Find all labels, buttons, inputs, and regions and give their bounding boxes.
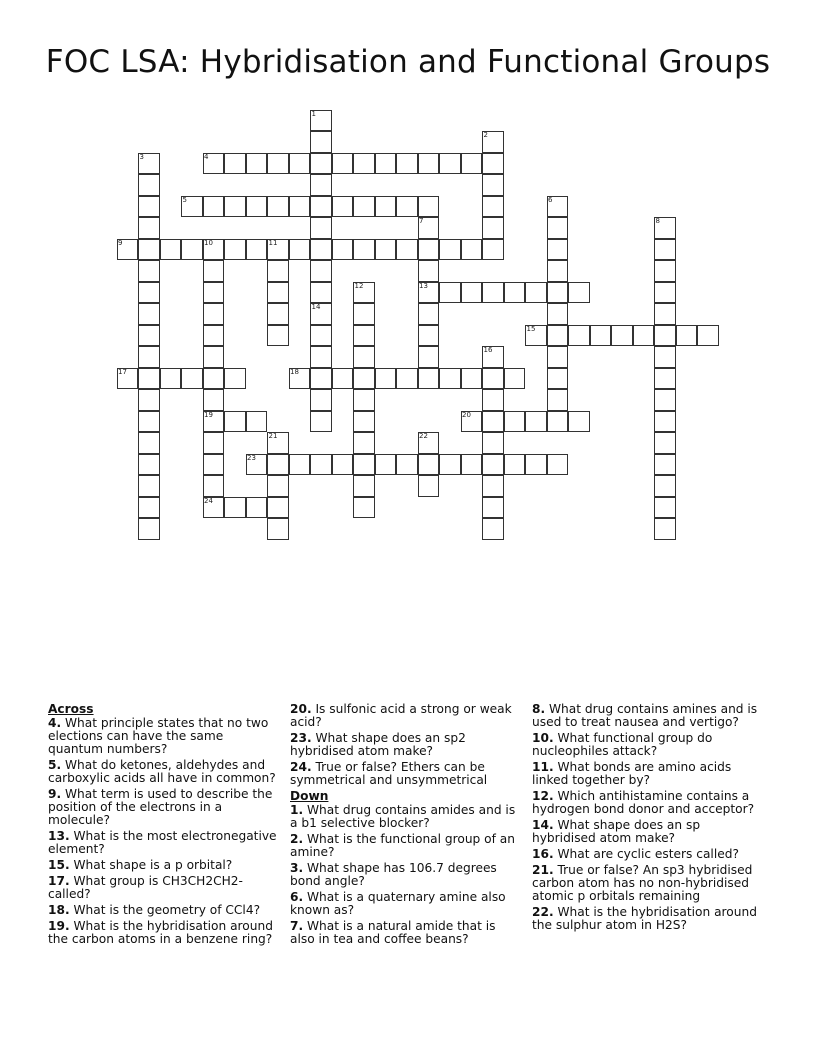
crossword-cell[interactable]: [418, 346, 440, 368]
crossword-cell[interactable]: [138, 239, 160, 261]
crossword-cell[interactable]: [547, 217, 569, 239]
clue-item: [48, 717, 280, 756]
crossword-cell[interactable]: [203, 346, 225, 368]
crossword-cell[interactable]: [203, 282, 225, 304]
crossword-cell[interactable]: [332, 454, 354, 476]
crossword-cell[interactable]: [138, 432, 160, 454]
clue-number: 8.: [532, 702, 546, 716]
clue-number: 4.: [48, 716, 62, 730]
crossword-cell[interactable]: [654, 518, 676, 540]
clue-text: What group is CH3CH2CH2- called?: [48, 874, 243, 901]
crossword-cell[interactable]: [138, 368, 160, 390]
crossword-cell[interactable]: [353, 389, 375, 411]
clue-number-label: 3: [139, 152, 144, 161]
crossword-cell[interactable]: [418, 239, 440, 261]
crossword-cell[interactable]: [418, 368, 440, 390]
clue-number-label: 16: [483, 346, 493, 354]
crossword-cell[interactable]: [203, 325, 225, 347]
crossword-cell[interactable]: [482, 432, 504, 454]
clue-number-label: 22: [419, 432, 428, 440]
clue-text: What is the functional group of an amine?: [290, 832, 515, 859]
crossword-cell[interactable]: [310, 174, 332, 196]
clue-number: 12.: [532, 789, 554, 803]
crossword-cell[interactable]: [246, 153, 268, 175]
clue-number-label: 9: [118, 238, 123, 247]
crossword-cell[interactable]: [138, 475, 160, 497]
clue-number-label: 12: [354, 281, 364, 290]
clue-text: Which antihistamine contains a hydrogen bond donor and acceptor?: [532, 789, 755, 816]
clue-item: [532, 848, 764, 861]
crossword-cell[interactable]: [439, 454, 461, 476]
crossword-cell[interactable]: [504, 454, 526, 476]
crossword-cell[interactable]: [267, 282, 289, 304]
clue-number: 17.: [48, 874, 70, 888]
crossword-cell[interactable]: [482, 282, 504, 304]
crossword-cell[interactable]: [654, 260, 676, 282]
crossword-cell[interactable]: [224, 239, 246, 261]
crossword-cell[interactable]: [547, 389, 569, 411]
crossword-cell[interactable]: [482, 239, 504, 261]
clue-number-label: 14: [311, 303, 321, 311]
crossword-cell[interactable]: [224, 153, 246, 175]
across-header: Across: [48, 702, 94, 716]
clue-text: What shape is a p orbital?: [69, 858, 233, 872]
clue-number-label: 7: [419, 217, 424, 225]
crossword-cell[interactable]: [310, 346, 332, 368]
crossword-cell[interactable]: [332, 196, 354, 218]
clue-number-label: 5: [182, 195, 187, 204]
clue-number: 24.: [290, 760, 312, 774]
crossword-cell[interactable]: [375, 196, 397, 218]
clue-number-label: 8: [655, 217, 660, 225]
crossword-cell[interactable]: [138, 518, 160, 540]
clue-item: [48, 759, 280, 785]
crossword-cell[interactable]: [160, 368, 182, 390]
clue-number: 20.: [290, 702, 312, 716]
crossword-cell[interactable]: [267, 475, 289, 497]
clue-item: [290, 761, 522, 787]
clue-text: What drug contains amines and is used to treat nausea and vertigo?: [532, 702, 758, 729]
crossword-cell[interactable]: [418, 260, 440, 282]
clues-column-2: [290, 703, 522, 949]
crossword-cell[interactable]: [568, 411, 590, 433]
crossword-cell[interactable]: [439, 153, 461, 175]
crossword-cell[interactable]: [654, 303, 676, 325]
crossword-cell[interactable]: [267, 454, 289, 476]
clue-number-label: 13: [419, 281, 428, 290]
crossword-cell[interactable]: [353, 325, 375, 347]
crossword-cell[interactable]: [289, 454, 311, 476]
clue-number: 5.: [48, 758, 62, 772]
clue-number: 11.: [532, 760, 554, 774]
crossword-cell[interactable]: [482, 475, 504, 497]
clue-item: [532, 761, 764, 787]
across-clue-list: [48, 717, 280, 946]
crossword-cell[interactable]: [138, 346, 160, 368]
crossword-cell[interactable]: [353, 239, 375, 261]
crossword-cell[interactable]: [224, 411, 246, 433]
crossword-cell[interactable]: [396, 196, 418, 218]
clue-text: What are cyclic esters called?: [553, 847, 739, 861]
crossword-cell[interactable]: [654, 239, 676, 261]
crossword-cell[interactable]: [203, 303, 225, 325]
clue-number: 2.: [290, 832, 304, 846]
crossword-cell[interactable]: [654, 389, 676, 411]
clue-number-label: 24: [204, 496, 213, 505]
crossword-cell[interactable]: [547, 346, 569, 368]
crossword-cell[interactable]: [353, 303, 375, 325]
clue-item: [290, 703, 522, 729]
crossword-cell[interactable]: [375, 454, 397, 476]
clue-number-label: 23: [247, 453, 256, 462]
crossword-cell[interactable]: [353, 368, 375, 390]
crossword-cell[interactable]: [482, 389, 504, 411]
crossword-cell[interactable]: [375, 153, 397, 175]
crossword-cell[interactable]: [267, 518, 289, 540]
crossword-cell[interactable]: [633, 325, 655, 347]
down-clue-list: [290, 804, 522, 946]
crossword-cell[interactable]: [353, 497, 375, 519]
crossword-cell[interactable]: [203, 454, 225, 476]
crossword-cell[interactable]: [439, 282, 461, 304]
crossword-cell[interactable]: [654, 432, 676, 454]
crossword-cell[interactable]: [138, 260, 160, 282]
crossword-cell[interactable]: [547, 325, 569, 347]
clue-item: [290, 732, 522, 758]
crossword-cell[interactable]: [375, 239, 397, 261]
crossword-cell[interactable]: [246, 497, 268, 519]
crossword-cell[interactable]: [332, 153, 354, 175]
clue-text: What is a quaternary amine also known as?: [290, 890, 506, 917]
crossword-cell[interactable]: [504, 368, 526, 390]
page-title: FOC LSA: Hybridisation and Functional Groups: [45, 44, 771, 80]
clue-item: [48, 904, 280, 917]
crossword-cell[interactable]: [654, 454, 676, 476]
crossword-cell[interactable]: [676, 325, 698, 347]
clue-number-label: 21: [268, 432, 278, 440]
crossword-cell[interactable]: [353, 153, 375, 175]
clue-text: What shape does an sp2 hybridised atom make?: [290, 731, 466, 758]
crossword-cell[interactable]: [654, 475, 676, 497]
crossword-cell[interactable]: [224, 196, 246, 218]
clue-text: What principle states that no two elections can have the same quantum numbers?: [48, 716, 269, 756]
crossword-cell[interactable]: [461, 153, 483, 175]
crossword-cell[interactable]: [396, 454, 418, 476]
crossword-cell[interactable]: [310, 325, 332, 347]
crossword-cell[interactable]: [353, 196, 375, 218]
crossword-cell[interactable]: [482, 368, 504, 390]
crossword-cell[interactable]: [353, 475, 375, 497]
crossword-cell[interactable]: [138, 303, 160, 325]
crossword-cell[interactable]: [482, 411, 504, 433]
clue-number: 9.: [48, 787, 62, 801]
crossword-cell[interactable]: [246, 411, 268, 433]
clue-text: True or false? An sp3 hybridised carbon atom has no non-hybridised atomic p orbitals remaining: [532, 863, 753, 903]
crossword-cell[interactable]: [439, 239, 461, 261]
crossword-cell[interactable]: [418, 153, 440, 175]
crossword-cell[interactable]: [482, 153, 504, 175]
clue-text: True or false? Ethers can be symmetrical and unsymmetrical: [290, 760, 488, 787]
crossword-cell[interactable]: [181, 239, 203, 261]
crossword-cell[interactable]: [310, 282, 332, 304]
clue-item: [48, 830, 280, 856]
crossword-cell[interactable]: [461, 282, 483, 304]
crossword-cell[interactable]: [654, 346, 676, 368]
crossword-cell[interactable]: [203, 196, 225, 218]
clue-number-label: 20: [462, 410, 471, 419]
crossword-cell[interactable]: [138, 217, 160, 239]
clue-number: 10.: [532, 731, 554, 745]
clue-item: [290, 920, 522, 946]
clue-number-label: 18: [290, 367, 299, 376]
clue-item: [48, 788, 280, 827]
crossword-cell[interactable]: [482, 196, 504, 218]
crossword-cell[interactable]: [289, 196, 311, 218]
crossword-cell[interactable]: [418, 325, 440, 347]
crossword-cell[interactable]: [332, 368, 354, 390]
clue-item: [290, 804, 522, 830]
crossword-cell[interactable]: [439, 368, 461, 390]
clue-text: What bonds are amino acids linked together by?: [532, 760, 732, 787]
crossword-cell[interactable]: [267, 303, 289, 325]
crossword-cell[interactable]: [267, 153, 289, 175]
clue-number: 23.: [290, 731, 312, 745]
crossword-cell[interactable]: [418, 475, 440, 497]
crossword-cell[interactable]: [289, 239, 311, 261]
down-header: Down: [290, 789, 329, 803]
crossword-cell[interactable]: [353, 346, 375, 368]
clue-text: What term is used to describe the position of the electrons in a molecule?: [48, 787, 273, 827]
clue-number-label: 11: [268, 238, 278, 247]
clue-text: What functional group do nucleophiles attack?: [532, 731, 713, 758]
crossword-cell[interactable]: [504, 411, 526, 433]
crossword-cell[interactable]: [289, 153, 311, 175]
clue-item: [48, 920, 280, 946]
crossword-cell[interactable]: [203, 368, 225, 390]
crossword-cell[interactable]: [310, 131, 332, 153]
clue-number-label: 4: [204, 152, 209, 161]
crossword-cell[interactable]: [138, 497, 160, 519]
crossword-cell[interactable]: [568, 282, 590, 304]
clue-number-label: 10: [204, 238, 213, 247]
crossword-cell[interactable]: [138, 325, 160, 347]
crossword-cell[interactable]: [611, 325, 633, 347]
crossword-cell[interactable]: [547, 411, 569, 433]
crossword-cell[interactable]: [547, 260, 569, 282]
clue-number: 13.: [48, 829, 70, 843]
crossword-cell[interactable]: [482, 454, 504, 476]
crossword-cell[interactable]: [525, 282, 547, 304]
crossword-cell[interactable]: [224, 368, 246, 390]
crossword-cell[interactable]: [396, 153, 418, 175]
crossword-cell[interactable]: [138, 174, 160, 196]
crossword-cell[interactable]: [310, 368, 332, 390]
crossword-cell[interactable]: [461, 454, 483, 476]
clue-number-label: 1: [311, 109, 316, 118]
crossword-cell[interactable]: [375, 368, 397, 390]
across-clue-list-continued: [290, 703, 522, 787]
clue-text: What shape does an sp hybridised atom make?: [532, 818, 701, 845]
crossword-cell[interactable]: [310, 217, 332, 239]
crossword-cell[interactable]: [310, 239, 332, 261]
clue-text: What is the hybridisation around the carbon atoms in a benzene ring?: [48, 919, 273, 946]
crossword-cell[interactable]: [590, 325, 612, 347]
crossword-cell[interactable]: [654, 497, 676, 519]
clue-number: 1.: [290, 803, 304, 817]
clue-number-label: 2: [483, 131, 488, 139]
crossword-cell[interactable]: [160, 239, 182, 261]
crossword-cell[interactable]: [654, 325, 676, 347]
crossword-cell[interactable]: [547, 303, 569, 325]
crossword-cell[interactable]: [525, 454, 547, 476]
clue-number: 14.: [532, 818, 554, 832]
crossword-cell[interactable]: [482, 518, 504, 540]
crossword-cell[interactable]: [138, 196, 160, 218]
crossword-cell[interactable]: [267, 260, 289, 282]
crossword-cell[interactable]: [547, 282, 569, 304]
crossword-cell[interactable]: [482, 217, 504, 239]
crossword-cell[interactable]: [138, 282, 160, 304]
clue-item: [532, 906, 764, 932]
crossword-cell[interactable]: [138, 411, 160, 433]
clue-item: [532, 819, 764, 845]
clue-item: [290, 833, 522, 859]
clue-item: [532, 790, 764, 816]
crossword-cell[interactable]: [310, 454, 332, 476]
crossword-cell[interactable]: [332, 239, 354, 261]
crossword-cell[interactable]: [267, 325, 289, 347]
clue-item: [48, 875, 280, 901]
crossword-cell[interactable]: [568, 325, 590, 347]
clue-text: What shape has 106.7 degrees bond angle?: [290, 861, 497, 888]
crossword-cell[interactable]: [203, 260, 225, 282]
clue-item: [48, 859, 280, 872]
clue-item: [290, 891, 522, 917]
crossword-cell[interactable]: [396, 368, 418, 390]
clue-number: 15.: [48, 858, 70, 872]
crossword-cell[interactable]: [181, 368, 203, 390]
crossword-cell[interactable]: [418, 454, 440, 476]
crossword-cell[interactable]: [461, 368, 483, 390]
clue-number: 19.: [48, 919, 70, 933]
crossword-cell[interactable]: [504, 282, 526, 304]
clue-item: [290, 862, 522, 888]
crossword-cell[interactable]: [353, 454, 375, 476]
crossword-cell[interactable]: [547, 454, 569, 476]
crossword-cell[interactable]: [224, 497, 246, 519]
clue-number: 16.: [532, 847, 554, 861]
clue-text: What do ketones, aldehydes and carboxylic acids all have in common?: [48, 758, 276, 785]
crossword-cell[interactable]: [547, 239, 569, 261]
crossword-cell[interactable]: [396, 239, 418, 261]
crossword-cell[interactable]: [203, 475, 225, 497]
crossword-cell[interactable]: [267, 497, 289, 519]
crossword-cell[interactable]: [461, 239, 483, 261]
crossword-cell[interactable]: [418, 303, 440, 325]
clue-number-label: 19: [204, 410, 213, 419]
clue-text: Is sulfonic acid a strong or weak acid?: [290, 702, 512, 729]
crossword-cell[interactable]: [310, 260, 332, 282]
crossword-cell[interactable]: [138, 454, 160, 476]
clue-text: What drug contains amides and is a b1 selective blocker?: [290, 803, 516, 830]
crossword-cell[interactable]: [310, 153, 332, 175]
crossword-cell[interactable]: [654, 282, 676, 304]
clue-number: 18.: [48, 903, 70, 917]
crossword-cell[interactable]: [353, 411, 375, 433]
crossword-cell[interactable]: [310, 411, 332, 433]
crossword-cell[interactable]: [654, 368, 676, 390]
crossword-cell[interactable]: [203, 432, 225, 454]
crossword-cell[interactable]: [482, 174, 504, 196]
crossword-cell[interactable]: [418, 196, 440, 218]
crossword-cell[interactable]: [547, 368, 569, 390]
down-clue-list-continued: [532, 703, 764, 932]
clue-number: 21.: [532, 863, 554, 877]
clue-number: 6.: [290, 890, 304, 904]
crossword-cell[interactable]: [246, 239, 268, 261]
crossword-cell[interactable]: [525, 411, 547, 433]
clue-number: 22.: [532, 905, 554, 919]
clue-text: What is a natural amide that is also in tea and coffee beans?: [290, 919, 496, 946]
crossword-cell[interactable]: [310, 389, 332, 411]
clue-number-label: 15: [526, 324, 536, 333]
clue-text: What is the most electronegative element?: [48, 829, 277, 856]
clues-column-1: [48, 703, 280, 949]
clue-number: 3.: [290, 861, 304, 875]
crossword-cell[interactable]: [654, 411, 676, 433]
crossword-cell[interactable]: [482, 497, 504, 519]
clue-text: What is the geometry of CCl4?: [69, 903, 261, 917]
crossword-cell[interactable]: [267, 196, 289, 218]
crossword-cell[interactable]: [353, 432, 375, 454]
clue-item: [532, 864, 764, 903]
crossword-cell[interactable]: [138, 389, 160, 411]
clue-item: [532, 732, 764, 758]
clue-item: [532, 703, 764, 729]
crossword-cell[interactable]: [203, 389, 225, 411]
clue-number-label: 6: [548, 195, 553, 204]
crossword-cell[interactable]: [310, 196, 332, 218]
clues-column-3: [532, 703, 764, 935]
crossword-cell[interactable]: [246, 196, 268, 218]
clue-number-label: 17: [118, 367, 127, 376]
clue-text: What is the hybridisation around the sulphur atom in H2S?: [532, 905, 757, 932]
clue-number: 7.: [290, 919, 304, 933]
crossword-cell[interactable]: [697, 325, 719, 347]
